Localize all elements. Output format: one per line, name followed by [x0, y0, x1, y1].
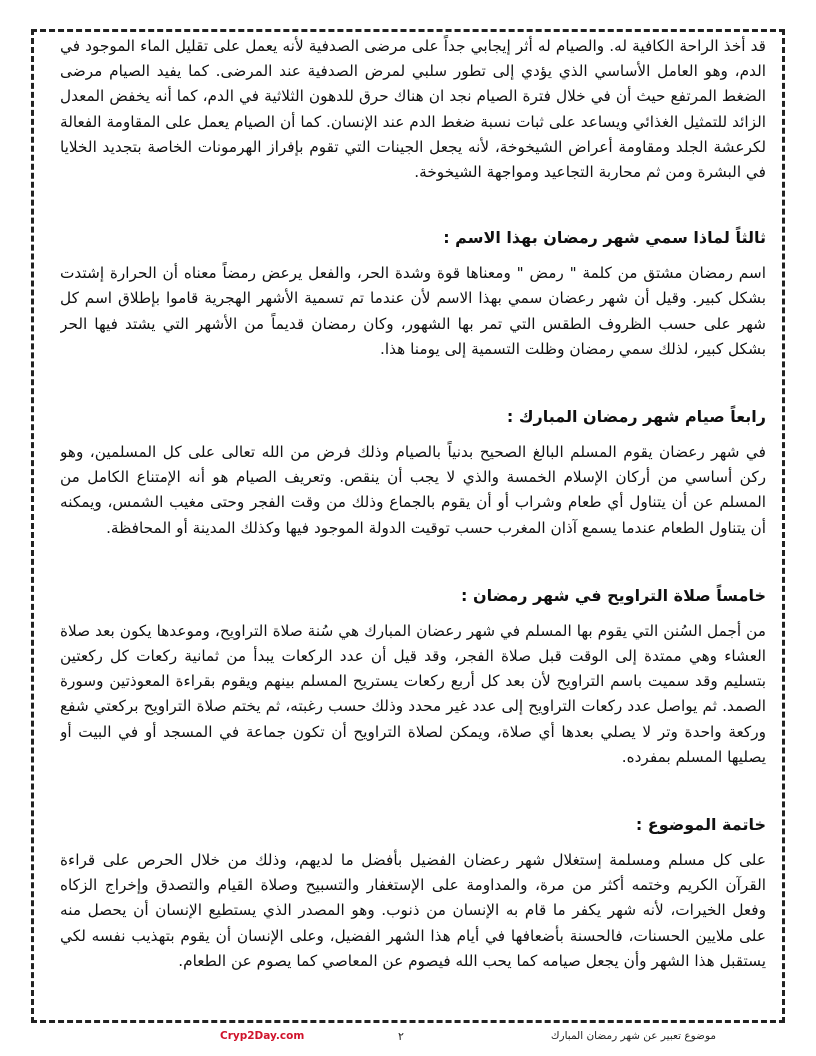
- section-paragraph-conclusion: على كل مسلم ومسلمة إستغلال شهر رعضان الفضيل بأفضل ما لديهم، وذلك من خلال الحرص على قراءة القرآن الكريم وختمه أكثر من مرة، والمداومة على الإستغفار والتسبيح وصلاة القيام والتصدق وإخراج الزكاه وفعل الخيرات، لأنه شهر يكفر ما قام به الإنسان من ذنوب. وهو المصدر الذي يستطيع الإنسان أن يحصل منه على ملايين الحسنات، فالحسنة بأضعافها في أيام هذا الشهر الفضيل، وعلى الإنسان أن يقوم بتهذيب نفسه لكي يستقبل هذا الشهر وأن يجعل صيامه كما يحب الله فيصوم عن المعاصي كما يصوم عن الطعام.: [60, 851, 766, 970]
- page-footer: [100, 1030, 716, 1050]
- section-paragraph-name-origin: اسم رمضان مشتق من كلمة " رمض " ومعناها قوة وشدة الحر، والفعل يرعض رمضاً معناه أن الحرارة إشتدت بشكل كبير. وقيل أن شهر رعضان سمي بهذا الاسم لأن عندما تم تسمية الأشهر الهجرية قاموا بإطلاق اسم كل شهر على حسب الظروف الطقس التي تمر بها الشهور، وكان رمضان قديماً من الأشهر التي يشتد فيها الحر بشكل كبير، لذلك سمي رمضان وظلت التسمية إلى يومنا هذا.: [60, 264, 766, 358]
- section-heading-conclusion: خاتمة الموضوع :: [635, 815, 766, 835]
- footer-document-title: موضوع تعبير عن شهر رمضان المبارك: [550, 1030, 716, 1042]
- section-paragraph-fasting: في شهر رعضان يقوم المسلم البالغ الصحيح بدنياً بالصيام وذلك فرض من الله تعالى على كل المسلمين، وهو ركن أساسي من أركان الإسلام الخمسة والذي لا يجب أن ينقص. وتعريف الصيام هو أنه الإمتناع الكامل من المسلم عن أن يتناول أي طعام وشراب أو أن يقوم بالجماع وذلك من وقت الفجر وحتى مغيب الشمس، ويمكنه أن يتناول الطعام عندما يسمع آذان المغرب حسب توقيت الدولة الموجود فيها وكذلك المدينة أو المحافظة.: [60, 443, 766, 537]
- section-heading-fasting: رابعاً صيام شهر رمضان المبارك :: [506, 407, 766, 427]
- section-heading-taraweeh: خامساً صلاة التراويح في شهر رمضان :: [460, 585, 766, 605]
- section-paragraph-taraweeh: من أجمل السُنن التي يقوم بها المسلم في شهر رعضان المبارك هي سُنة صلاة التراويح، وموعدها يكون بعد صلاة العشاء وهي ممتدة إلى الوقت قبل صلاة الفجر، وقد قيل أن عدد الركعات يبدأ من ثمانية ركعات كل ركعتين بتسليم وقد سميت باسم التراويح لأن بعد كل أربع ركعات يستريح المسلم بينهم ويقوم بقراءة المعوذتين وسورة الصمد. ثم يواصل عدد ركعات التراويح إلى عدد غير محدد وذلك حسب رغبته، ثم يختم صلاة التراويح بركعتي شفع وركعة واحدة وتر لا يصلي بعدها أي صلاة، ويمكن لصلاة التراويح أن تكون جماعة في المسجد أو في البيت أو يصليها المسلم بمفرده.: [60, 621, 766, 766]
- section-heading-name-origin: ثالثاً لماذا سمي شهر رمضان بهذا الاسم :: [443, 228, 766, 248]
- footer-page-number: ٢: [398, 1030, 404, 1043]
- footer-site-link[interactable]: Cryp2Day.com: [220, 1030, 305, 1042]
- intro-continuation-paragraph: قد أخذ الراحة الكافية له. والصيام له أثر إيجابي جداً على مرضى الصدفية لأنه يعمل على تقليل الماء الموجود في الدم، وهو العامل الأساسي الذي يؤدي إلى تطور سلبي لمرض الصدفية عند المرضى. كما يفيد الصيام مرضى الضغط المرتفع حيث أن في خلال فترة الصيام نجد ان هناك حرق للدهون الثلاثية في الدم، كما أنه يخفض المعدل الزائد للتمثيل الغذائي ويساعد على ثبات نسبة ضغط الدم عند الإنسان. كما أن الصيام يعمل على المقاومة الفعالة لكرعشة الجلد ومقاومة أعراض الشيخوخة، لأنه يجعل الجينات التي تقوم بإفراز الهرمونات الخاصة بتجديد الخلايا في البشرة ومن ثم محاربة التجاعيد ومواجهة الشيخوخة.: [60, 37, 766, 182]
- article-body: [60, 34, 766, 1014]
